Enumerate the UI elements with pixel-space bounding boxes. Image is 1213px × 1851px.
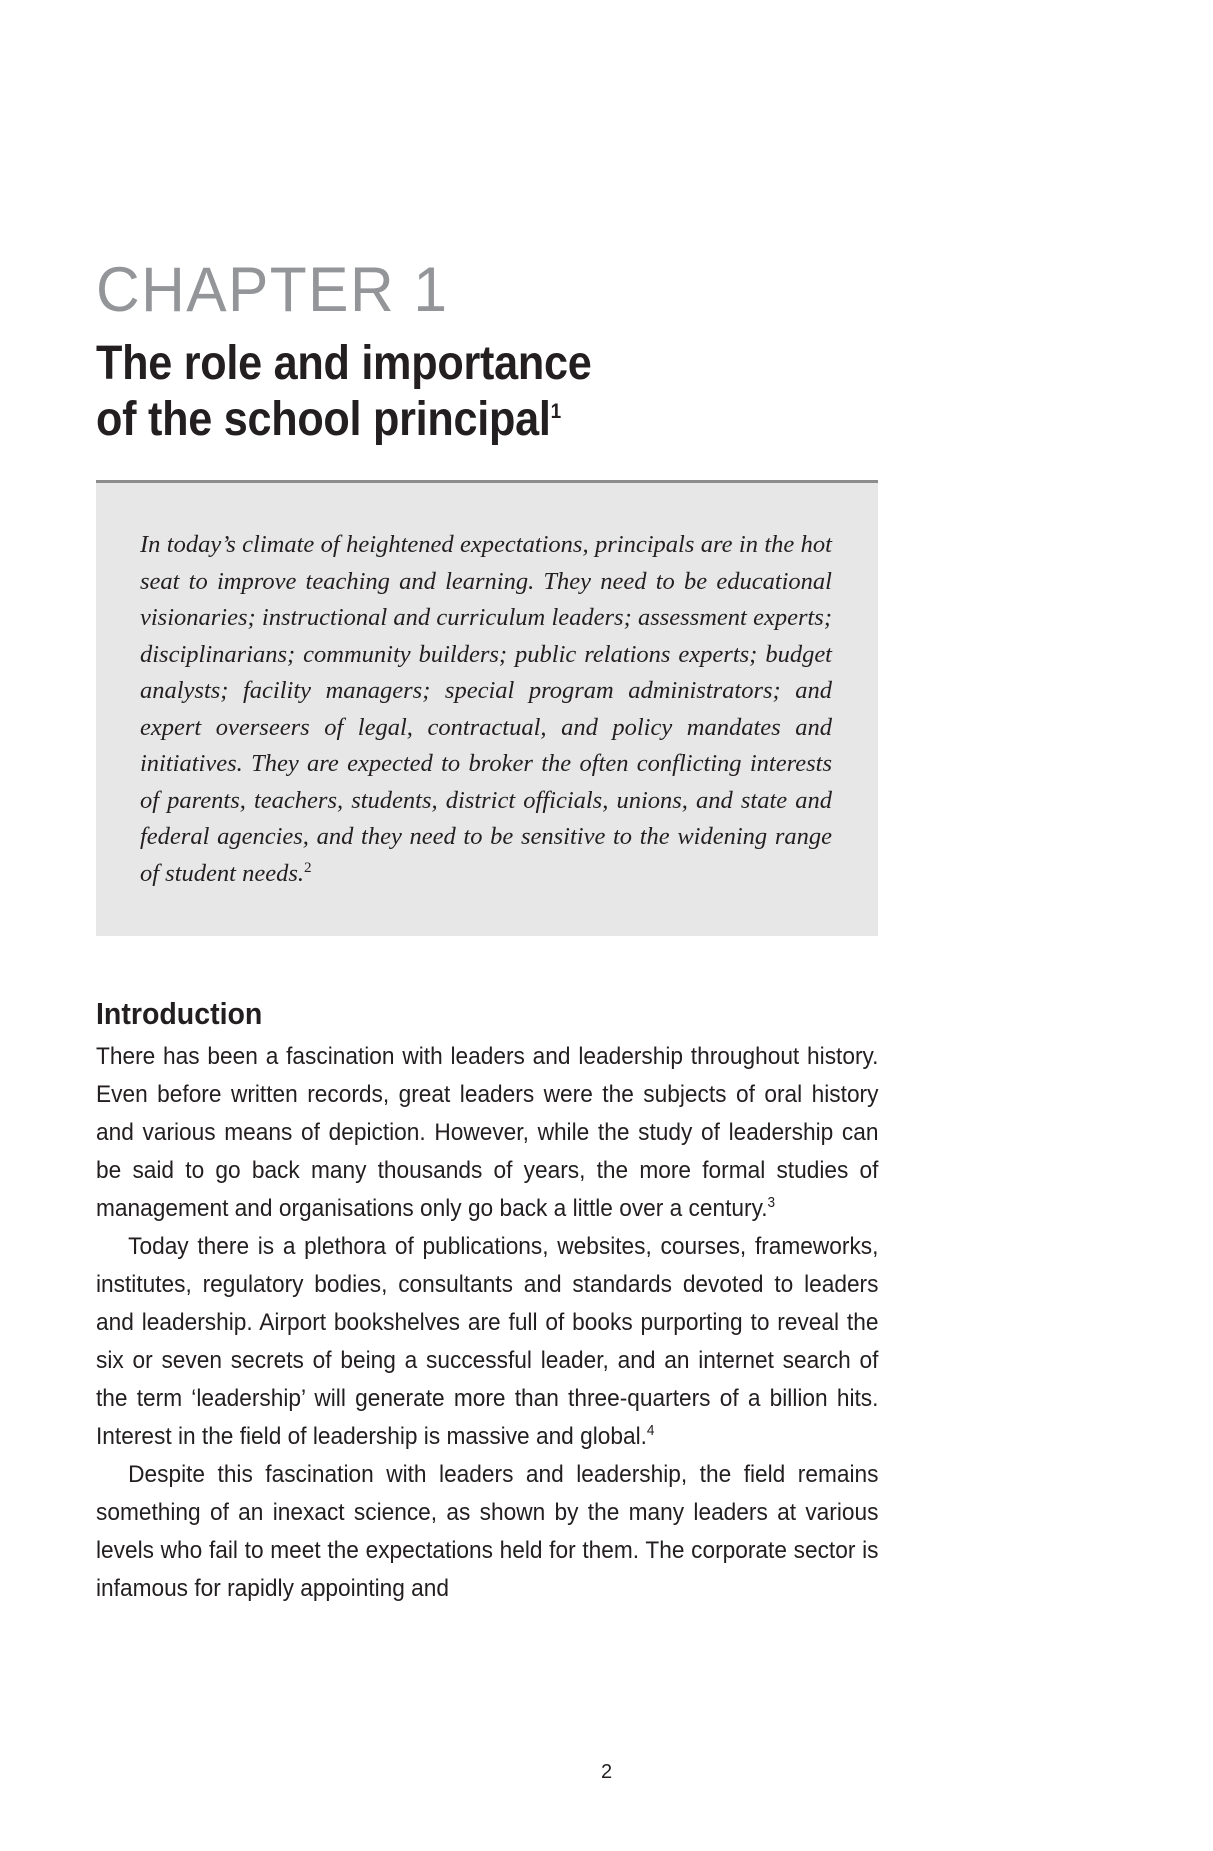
page-content-column (96, 0, 878, 1608)
page-number: 2 (600, 1761, 613, 1783)
body-paragraph-text: There has been a fascination with leaders and leadership throughout history. Even before written records, great leaders were the subjects of oral history and various means of depiction. However, while the study of leadership can be said to go back many thousands of years, the more formal studies of management and organisations only go back a little over a century. (96, 1043, 879, 1222)
epigraph-footnote-marker: 2 (304, 858, 312, 876)
body-paragraph (96, 1228, 878, 1456)
body-paragraph (96, 1032, 878, 1228)
chapter-title-line-2-text: of the school principal (96, 393, 551, 446)
epigraph-box (96, 480, 878, 936)
body-paragraph-text: Despite this fascination with leaders and leadership, the field remains something of an inexact science, as shown by the many leaders at various levels who fail to meet the expectations held for them. The corporate sector is infamous for rapidly appointing and (96, 1461, 879, 1602)
chapter-title (96, 324, 800, 448)
body-paragraph (96, 1456, 878, 1608)
chapter-title-line-1: The role and importance (96, 337, 592, 390)
epigraph-body: In today’s climate of heightened expectations, principals are in the hot seat to improve teaching and learning. They need to be educational visionaries; instructional and curriculum leaders; assessment experts; disciplinarians; community builders; public relations experts; budget analysts; facility managers; special program administrators; and expert overseers of legal, contractual, and policy mandates and initiatives. They are expected to broker the often conflicting interests of parents, teachers, students, district officials, unions, and state and federal agencies, and they need to be sensitive to the widening range of student needs. (140, 531, 832, 887)
epigraph-text (140, 527, 832, 892)
body-footnote-marker: 4 (646, 1423, 655, 1439)
body-footnote-marker: 3 (767, 1195, 776, 1211)
chapter-title-line-2 (96, 392, 800, 448)
body-paragraph-text: Today there is a plethora of publications, websites, courses, frameworks, institutes, regulatory bodies, consultants and standards devoted to leaders and leadership. Airport bookshelves are full of books purporting to reveal the six or seven secrets of being a successful leader, and an internet search of the term ‘leadership’ will generate more than three-quarters of a billion hits. Interest in the field of leadership is massive and global. (96, 1233, 879, 1450)
section-heading-introduction: Introduction (96, 996, 263, 1031)
chapter-title-footnote-marker: 1 (550, 400, 561, 423)
chapter-number-eyebrow: CHAPTER 1 (96, 255, 449, 325)
